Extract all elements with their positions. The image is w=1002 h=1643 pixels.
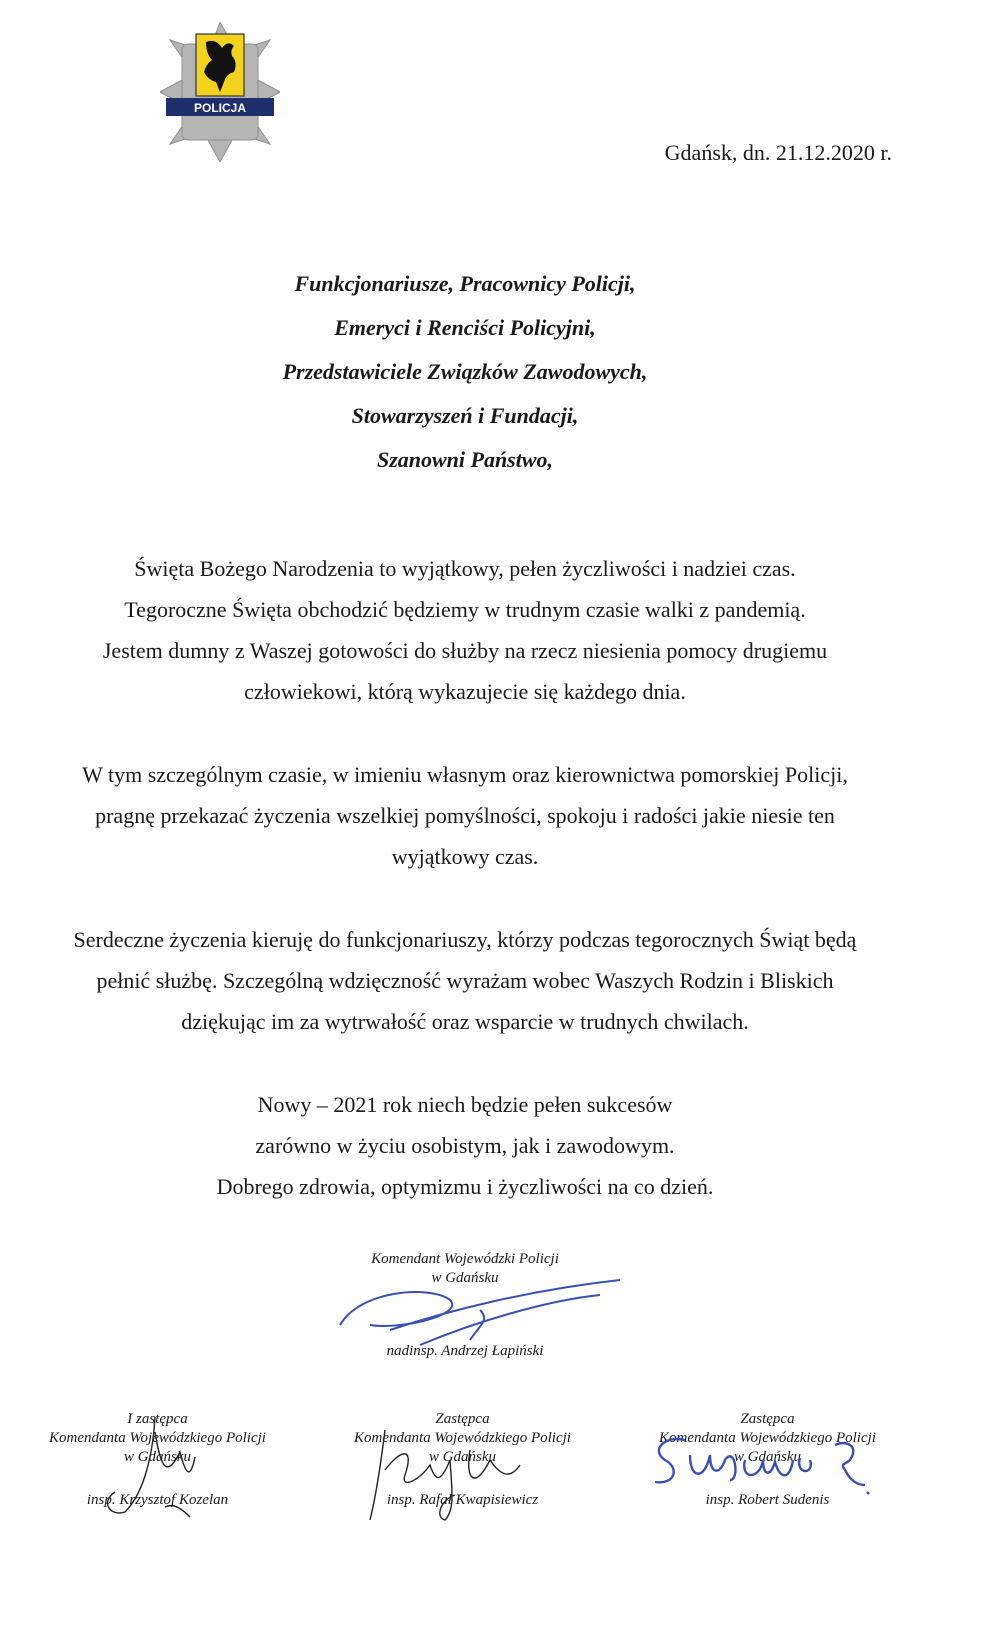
body-line: Tegoroczne Święta obchodzić będziemy w trudnym czasie walki z pandemią. bbox=[124, 597, 806, 622]
greeting-block bbox=[0, 262, 930, 482]
main-signatory-name-block bbox=[330, 1342, 600, 1361]
body-line: pragnę przekazać życzenia wszelkiej pomyślności, spokoju i radości jakie niesie ten bbox=[95, 803, 835, 828]
paragraph bbox=[0, 548, 930, 712]
greeting-line: Szanowni Państwo, bbox=[376, 447, 554, 472]
signatory-name: nadinsp. Andrzej Łapiński bbox=[386, 1343, 544, 1359]
body-line: Serdeczne życzenia kieruję do funkcjonariuszy, którzy podczas tegorocznych Świąt będą bbox=[73, 927, 857, 952]
paragraph bbox=[0, 754, 930, 877]
body-line: zarówno w życiu osobistym, jak i zawodowym. bbox=[255, 1133, 675, 1158]
signatory-name: insp. Rafał Kwapisiewicz bbox=[386, 1492, 539, 1508]
police-star-logo bbox=[160, 22, 280, 162]
logo-label: POLICJA bbox=[193, 101, 247, 115]
letter-body bbox=[0, 548, 930, 1249]
body-line: Dobrego zdrowia, optymizmu i życzliwości na co dzień. bbox=[216, 1174, 714, 1199]
signatory-name: insp. Robert Sudenis bbox=[705, 1492, 830, 1508]
greeting-line: Stowarzyszeń i Fundacji, bbox=[351, 403, 579, 428]
letter-date: Gdańsk, dn. 21.12.2020 r. bbox=[664, 140, 892, 165]
signatory-title: Komendanta Wojewódzkiego Policji bbox=[354, 1430, 571, 1446]
body-line: Święta Bożego Narodzenia to wyjątkowy, pełen życzliwości i nadziei czas. bbox=[134, 556, 796, 581]
signatory-role: Zastępca bbox=[740, 1411, 795, 1427]
signatory-location: w Gdańsku bbox=[733, 1449, 802, 1465]
signatory-location: w Gdańsku bbox=[428, 1449, 497, 1465]
signatory-role: I zastępca bbox=[127, 1411, 188, 1427]
body-line: W tym szczególnym czasie, w imieniu własnym oraz kierownictwa pomorskiej Policji, bbox=[82, 762, 848, 787]
signatory-title: Komendant Wojewódzki Policji bbox=[371, 1251, 559, 1267]
greeting-line: Funkcjonariusze, Pracownicy Policji, bbox=[294, 271, 636, 296]
signatory-role: Zastępca bbox=[435, 1411, 490, 1427]
greeting-line: Emeryci i Renciści Policyjni, bbox=[334, 315, 596, 340]
deputy-signatory-left bbox=[35, 1410, 280, 1510]
deputy-signatory-right bbox=[645, 1410, 890, 1510]
signatory-location: w Gdańsku bbox=[123, 1449, 192, 1465]
body-line: dziękując im za wytrwałość oraz wsparcie w trudnych chwilach. bbox=[181, 1009, 749, 1034]
body-line: Jestem dumny z Waszej gotowości do służby na rzecz niesienia pomocy drugiemu bbox=[102, 638, 828, 663]
body-line: pełnić służbę. Szczególną wdzięczność wyrażam wobec Waszych Rodzin i Bliskich bbox=[96, 968, 834, 993]
body-line: wyjątkowy czas. bbox=[391, 844, 539, 869]
paragraph bbox=[0, 919, 930, 1042]
signatory-title: Komendanta Wojewódzkiego Policji bbox=[659, 1430, 876, 1446]
paragraph bbox=[0, 1084, 930, 1207]
signatory-title: Komendanta Wojewódzkiego Policji bbox=[49, 1430, 266, 1446]
main-signatory bbox=[330, 1250, 600, 1288]
signatory-name: insp. Krzysztof Kozelan bbox=[86, 1492, 229, 1508]
greeting-line: Przedstawiciele Związków Zawodowych, bbox=[282, 359, 648, 384]
deputy-signatory-center bbox=[340, 1410, 585, 1510]
signatory-location: w Gdańsku bbox=[431, 1270, 499, 1286]
body-line: człowiekowi, którą wykazujecie się każdego dnia. bbox=[244, 679, 686, 704]
body-line: Nowy – 2021 rok niech będzie pełen sukcesów bbox=[257, 1092, 673, 1117]
